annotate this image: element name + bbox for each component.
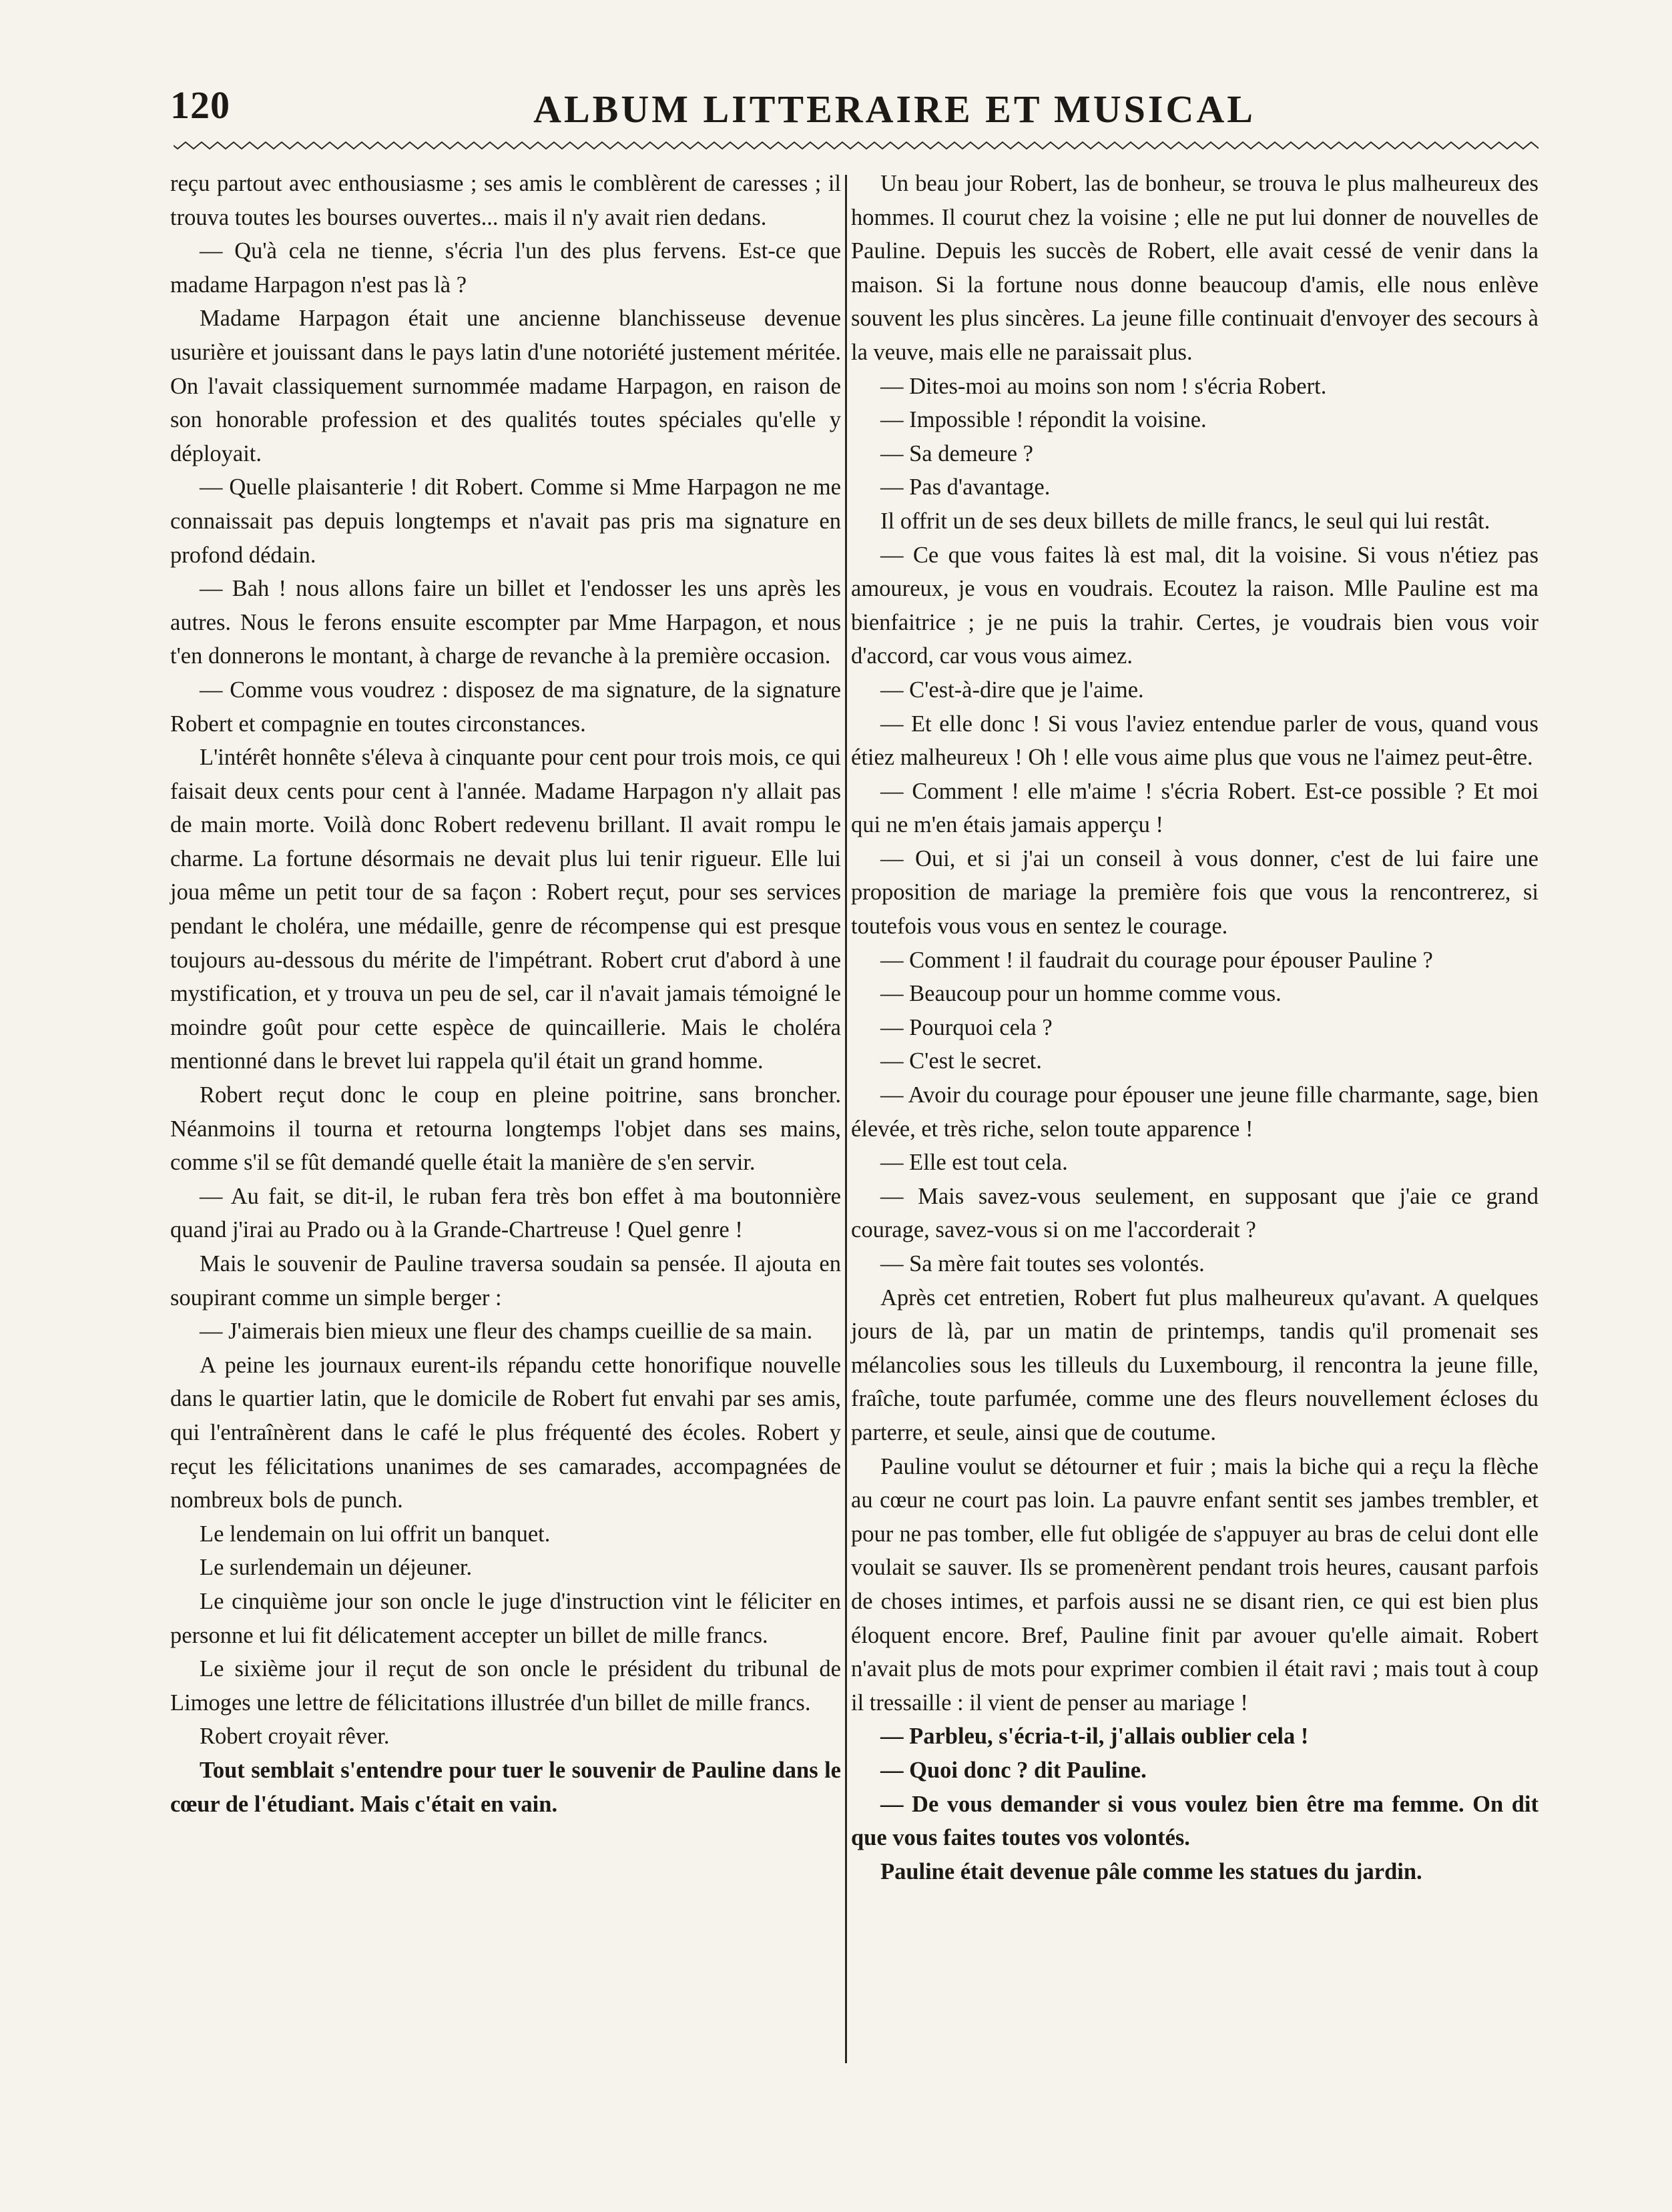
paragraph: — Oui, et si j'ai un conseil à vous donner, c'est de lui faire une proposition de mariage la première fois que vous la rencontrerez, si toutefois vous vous en sentez le courage. — [851, 845, 1539, 940]
ornamental-rule — [174, 140, 1539, 151]
paragraph: Un beau jour Robert, las de bonheur, se trouva le plus malheureux des hommes. Il courut chez la voisine ; elle ne put lui donner de nouvelles de Pauline. Depuis les succès de Robert, elle avait cessé de venir dans la maison. Si la fortune nous donne beaucoup d'amis, elle nous enlève souvent les plus sincères. La jeune fille continuait d'envoyer des secours à la veuve, mais elle ne paraissait plus. — [851, 171, 1539, 365]
paragraph: — Dites-moi au moins son nom ! s'écria Robert. — [880, 373, 1327, 399]
paragraph: — Et elle donc ! Si vous l'aviez entendue parler de vous, quand vous étiez malheureux ! Oh ! elle vous aime plus que vous ne l'aimez peut-être. — [851, 711, 1539, 771]
paragraph: Le sixième jour il reçut de son oncle le président du tribunal de Limoges une lettre de félicitations illustrée d'un billet de mille francs. — [170, 1656, 841, 1716]
paragraph: — Au fait, se dit-il, le ruban fera très bon effet à ma boutonnière quand j'irai au Prado ou à la Grande-Chartreuse ! Quel genre ! — [170, 1183, 841, 1243]
paragraph: — Comme vous voudrez : disposez de ma signature, de la signature Robert et compagnie en toutes circonstances. — [170, 677, 841, 737]
paragraph: Le surlendemain un déjeuner. — [200, 1555, 473, 1581]
paragraph: Madame Harpagon était une ancienne blanchisseuse devenue usurière et jouissant dans le pays latin d'une notoriété justement méritée. On l'avait classiquement surnommée madame Harpagon, en raison de son honorable profession et des qualités toutes spéciales qu'elle y déployait. — [170, 306, 841, 466]
paragraph: Tout semblait s'entendre pour tuer le souvenir de Pauline dans le cœur de l'étudiant. Mais c'était en vain. — [170, 1757, 841, 1817]
paragraph: — Bah ! nous allons faire un billet et l'endosser les uns après les autres. Nous le ferons ensuite escompter par Mme Harpagon, et nous t'en donnerons le montant, à charge de revanche à la première occasion. — [170, 576, 841, 669]
paragraph: — Avoir du courage pour épouser une jeune fille charmante, sage, bien élevée, et très riche, selon toute apparence ! — [851, 1082, 1539, 1142]
paragraph: — Quelle plaisanterie ! dit Robert. Comme si Mme Harpagon ne me connaissait pas depuis longtemps et n'avait pas pris ma signature en profond dédain. — [170, 474, 841, 568]
right-column — [851, 167, 1539, 1888]
paragraph: Pauline était devenue pâle comme les statues du jardin. — [880, 1858, 1422, 1884]
paragraph: — Pourquoi cela ? — [880, 1014, 1053, 1040]
paragraph: — Quoi donc ? dit Pauline. — [880, 1757, 1147, 1783]
paragraph: — Sa mère fait toutes ses volontés. — [880, 1251, 1205, 1276]
paragraph: reçu partout avec enthousiasme ; ses amis le comblèrent de caresses ; il trouva toutes les bourses ouvertes... mais il n'y avait rien dedans. — [170, 171, 841, 230]
paragraph: Le lendemain on lui offrit un banquet. — [200, 1521, 551, 1547]
paragraph: Le cinquième jour son oncle le juge d'instruction vint le féliciter en personne et lui fit délicatement accepter un billet de mille francs. — [170, 1588, 841, 1648]
paragraph: — Beaucoup pour un homme comme vous. — [880, 981, 1282, 1007]
paragraph: — Ce que vous faites là est mal, dit la voisine. Si vous n'étiez pas amoureux, je vous en voudrais. Ecoutez la raison. Mlle Pauline est ma bienfaitrice ; je ne puis la trahir. Certes, je voudrais bien vous voir d'accord, car vous vous aimez. — [851, 542, 1539, 669]
paragraph: Pauline voulut se détourner et fuir ; mais la biche qui a reçu la flèche au cœur ne court pas loin. La pauvre enfant sentit ses jambes trembler, et pour ne pas tomber, elle fut obligée de s'appuyer au bras de celui dont elle voulait se sauver. Ils se promenèrent pendant trois heures, causant parfois de choses intimes, et parfois aussi ne se disant rien, ce qui est bien plus éloquent encore. Bref, Pauline finit par avouer qu'elle aimait. Robert n'avait plus de mots pour exprimer combien il était ravi ; mais tout à coup il tressaille : il vient de penser au mariage ! — [851, 1453, 1539, 1716]
left-column — [170, 167, 841, 1821]
paragraph: — J'aimerais bien mieux une fleur des champs cueillie de sa main. — [200, 1319, 813, 1345]
paragraph: — C'est le secret. — [880, 1048, 1042, 1074]
page-number: 120 — [170, 83, 230, 127]
paragraph: Robert reçut donc le coup en pleine poitrine, sans broncher. Néanmoins il tourna et retourna longtemps l'objet dans ses mains, comme s'il se fût demandé quelle était la manière de s'en servir. — [170, 1082, 841, 1176]
paragraph: — Sa demeure ? — [880, 440, 1033, 466]
paragraph: — C'est-à-dire que je l'aime. — [880, 677, 1144, 703]
running-title: ALBUM LITTERAIRE ET MUSICAL — [533, 87, 1256, 131]
paragraph: — Pas d'avantage. — [880, 474, 1051, 500]
paragraph: — Elle est tout cela. — [880, 1150, 1068, 1176]
column-rule — [845, 175, 847, 2063]
paragraph: — Mais savez-vous seulement, en supposant que j'aie ce grand courage, savez-vous si on me l'accorderait ? — [851, 1183, 1539, 1243]
paragraph: Après cet entretien, Robert fut plus malheureux qu'avant. A quelques jours de là, par un matin de printemps, tandis qu'il promenait ses mélancolies sous les tilleuls du Luxembourg, il rencontra la jeune fille, fraîche, toute parfumée, comme une des fleurs nouvellement écloses du parterre, et seule, ainsi que de coutume. — [851, 1284, 1539, 1445]
paragraph: — De vous demander si vous voulez bien être ma femme. On dit que vous faites toutes vos volontés. — [851, 1791, 1539, 1851]
paragraph: L'intérêt honnête s'éleva à cinquante pour cent pour trois mois, ce qui faisait deux cents pour cent à l'année. Madame Harpagon n'y allait pas de main morte. Voilà donc Robert redevenu brillant. Il avait rompu le charme. La fortune désormais ne devait plus lui tenir rigueur. Elle lui joua même un petit tour de sa façon : Robert reçut, pour ses services pendant le choléra, une médaille, genre de récompense qui est presque toujours au-dessous du mérite de l'impétrant. Robert crut d'abord à une mystification, et y trouva un peu de sel, car il n'avait jamais témoigné le moindre goût pour cette espèce de quincaillerie. Mais le choléra mentionné dans le brevet lui rappela qu'il était un grand homme. — [170, 745, 841, 1074]
paragraph: Il offrit un de ses deux billets de mille francs, le seul qui lui restât. — [880, 508, 1490, 534]
paragraph: — Comment ! il faudrait du courage pour épouser Pauline ? — [880, 947, 1433, 973]
paragraph: A peine les journaux eurent-ils répandu cette honorifique nouvelle dans le quartier latin, que le domicile de Robert fut envahi par ses amis, qui l'entraînèrent dans le café le plus fréquenté des écoles. Robert y reçut les félicitations unanimes de ses camarades, accompagnées de nombreux bols de punch. — [170, 1352, 841, 1513]
paragraph: Robert croyait rêver. — [200, 1724, 390, 1750]
paragraph: — Qu'à cela ne tienne, s'écria l'un des plus fervens. Est-ce que madame Harpagon n'est pas là ? — [170, 238, 841, 298]
paragraph: — Comment ! elle m'aime ! s'écria Robert. Est-ce possible ? Et moi qui ne m'en étais jamais apperçu ! — [851, 778, 1539, 838]
paragraph: Mais le souvenir de Pauline traversa soudain sa pensée. Il ajouta en soupirant comme un simple berger : — [170, 1251, 841, 1311]
paragraph: — Impossible ! répondit la voisine. — [880, 407, 1207, 433]
page-header — [170, 80, 1539, 140]
paragraph: — Parbleu, s'écria-t-il, j'allais oublier cela ! — [880, 1724, 1309, 1750]
